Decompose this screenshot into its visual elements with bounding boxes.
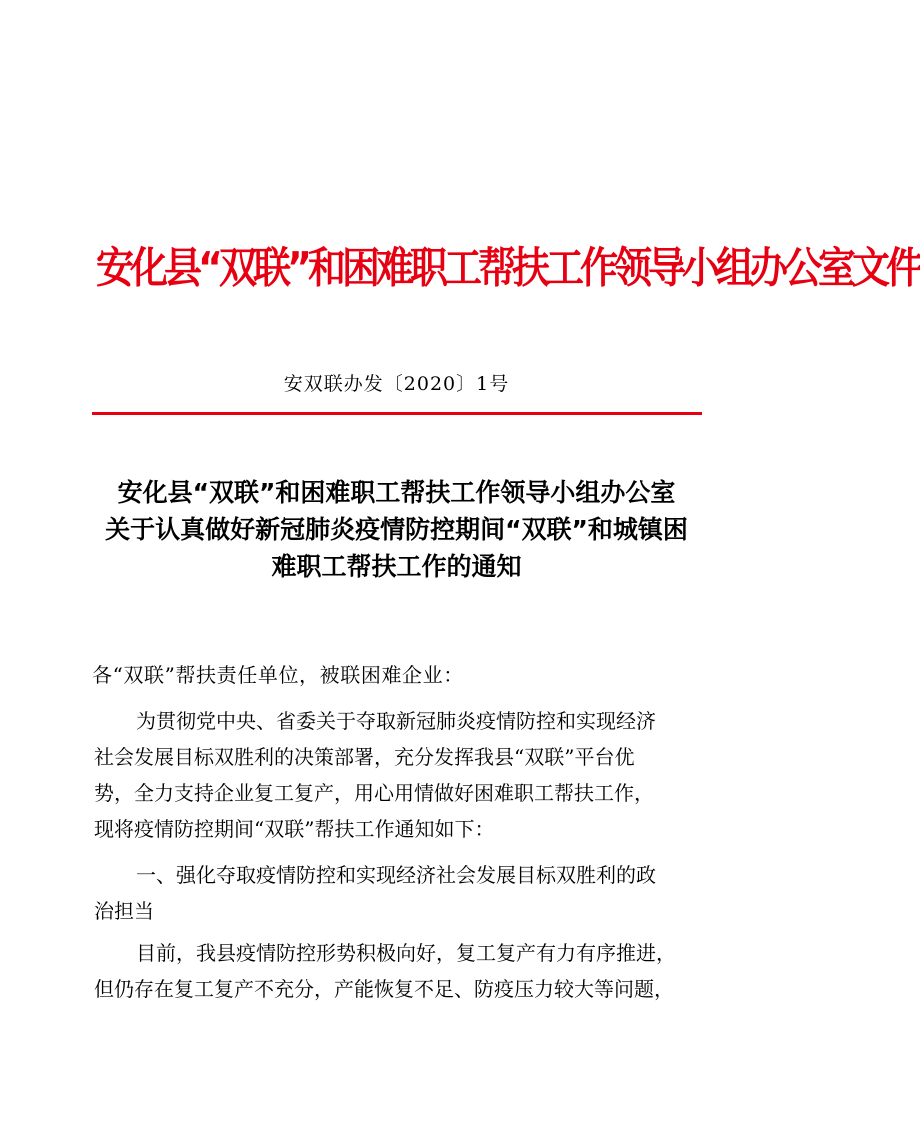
paragraph-situation [94,935,699,1007]
title-line: 关于认真做好新冠肺炎疫情防控期间“双联”和城镇困 [105,515,688,544]
paragraph-line: 为贯彻党中央、省委关于夺取新冠肺炎疫情防控和实现经济 [136,709,656,733]
paragraph-line: 但仍存在复工复产不充分，产能恢复不足、防疫压力较大等问题， [94,977,674,1001]
red-divider [92,412,702,415]
paragraph-line: 现将疫情防控期间“双联”帮扶工作通知如下： [94,817,495,841]
document-number: 安双联办发〔2020〕1号 [283,373,510,395]
section-heading-1 [94,857,699,929]
salutation: 各“双联”帮扶责任单位，被联困难企业： [92,663,464,687]
issuer-title: 安化县“双联”和困难职工帮扶工作领导小组办公室文件 [96,243,920,293]
title-line: 难职工帮扶工作的通知 [271,552,522,581]
notice-title [60,474,733,585]
title-line: 安化县“双联”和困难职工帮扶工作领导小组办公室 [117,478,676,507]
paragraph-line: 目前，我县疫情防控形势积极向好，复工复产有力有序推进， [136,941,676,965]
paragraph-intro [94,703,699,847]
heading-line: 治担当 [94,899,154,923]
paragraph-line: 势，全力支持企业复工复产，用心用情做好困难职工帮扶工作， [94,781,654,805]
heading-line: 一、强化夺取疫情防控和实现经济社会发展目标双胜利的政 [136,863,656,887]
paragraph-line: 社会发展目标双胜利的决策部署，充分发挥我县“双联”平台优 [94,745,635,769]
